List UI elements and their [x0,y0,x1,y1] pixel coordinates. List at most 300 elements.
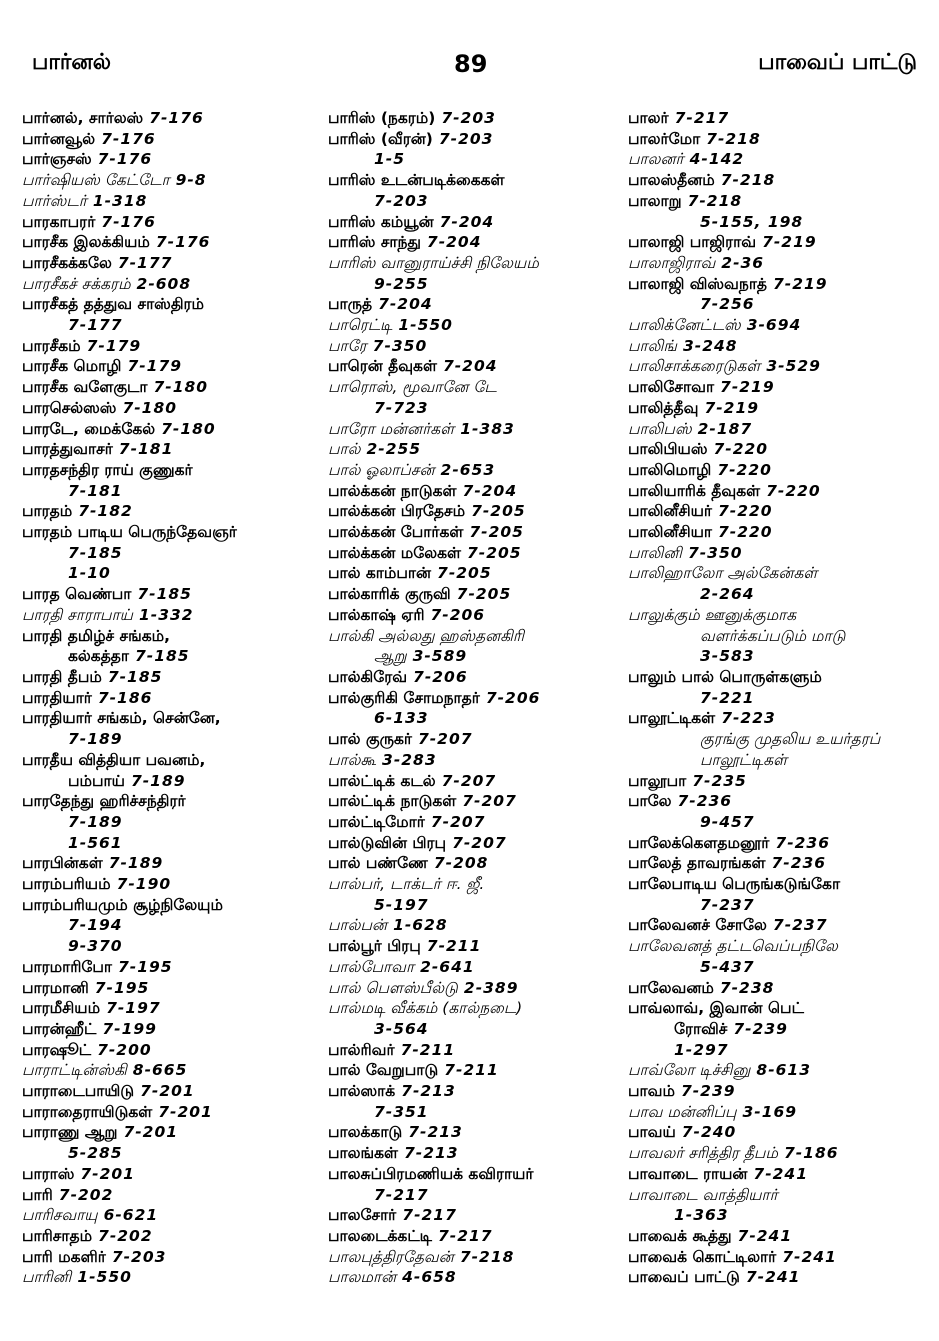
index-entry [328,1122,628,1143]
entry-page-ref: 7-237 [772,916,828,935]
entry-page-ref: 7-208 [433,854,489,873]
entry-term: பாரதீய வித்தியா பவனம், [22,750,206,769]
entry-term: கல்கத்தா [68,647,129,666]
index-entry [22,191,322,212]
entry-term: பாவ மன்னிப்பு [628,1102,737,1121]
index-entry [22,667,322,688]
index-entry [328,253,628,274]
entry-page-ref: 1-383 [460,419,515,438]
entry-term: பாரஷூட் [22,1040,92,1059]
index-entry [628,212,928,233]
entry-page-ref: 7-189 [68,730,123,749]
index-entry [22,398,322,419]
entry-term: பால்ஸாக் [328,1082,396,1101]
entry-term: பாலிக்னேட்டஸ் [628,316,741,335]
index-entry [328,439,628,460]
entry-page-ref: 7-189 [68,812,123,831]
index-entry [22,315,322,336]
index-entry [22,543,322,564]
entry-page-ref: 7-213 [403,1144,459,1163]
entry-term: பால்காரிக் குருவி [328,585,451,604]
entry-page-ref: 6-133 [374,709,429,728]
entry-page-ref: 7-181 [118,440,174,459]
entry-page-ref: 7-201 [140,1082,195,1101]
index-entry [328,584,628,605]
index-entry [328,978,628,999]
index-entry [328,377,628,398]
entry-term: பாரதசந்திர ராய் குணுகர் [22,460,193,479]
entry-term: பாலனர் [628,150,684,169]
entry-page-ref: 7-204 [462,481,518,500]
entry-page-ref: 1-10 [68,564,111,583]
entry-page-ref: 7-207 [441,771,497,790]
index-entry [22,812,322,833]
index-entry [22,294,322,315]
entry-page-ref: 7-176 [101,129,156,148]
entry-term: பாரசீக வளேகுடா [22,378,148,397]
entry-page-ref: 6-621 [103,1206,159,1225]
entry-page-ref: 3-248 [683,336,738,355]
entry-term: பால்கிரேவ் [328,667,408,686]
entry-term: பாரி [22,1185,53,1204]
index-entry [328,895,628,916]
entry-page-ref: 7-351 [374,1102,429,1121]
index-entry [22,336,322,357]
index-entry [22,253,322,274]
index-entry [22,481,322,502]
entry-term: பாலமான் [328,1268,397,1287]
entry-term: பாவய் [628,1123,676,1142]
entry-term: பாரிசவாயு [22,1206,98,1225]
entry-page-ref: 7-207 [417,730,473,749]
entry-term: பாரகாபரர் [22,212,96,231]
entry-page-ref: 7-241 [737,1226,793,1245]
entry-term: பாரமீசியம் [22,999,101,1018]
index-entry [328,212,628,233]
entry-page-ref: 7-180 [122,398,178,417]
entry-term: பாலசுப்பிரமணியக் கவிராயர் [328,1164,534,1183]
index-entry [328,646,628,667]
entry-page-ref: 5-437 [700,957,755,976]
entry-term: பாலாஜிராவ் [628,253,716,272]
index-entry [22,129,322,150]
entry-page-ref: 2-255 [366,440,422,459]
index-entry [328,460,628,481]
entry-term: பாலசோர் [328,1206,397,1225]
entry-term: பாரசீகம் [22,336,81,355]
index-entry [22,1122,322,1143]
index-entry [328,688,628,709]
entry-page-ref: 3-529 [766,357,821,376]
entry-page-ref: 7-204 [439,212,495,231]
entry-term: பாலபுத்திரதேவன் [328,1247,454,1266]
entry-page-ref: 7-205 [456,585,512,604]
entry-page-ref: 7-201 [123,1123,179,1142]
index-entry [328,1164,628,1185]
entry-term: பாலக்காடு [328,1123,403,1142]
entry-term: பாரதியார் சங்கம், சென்னே, [22,709,221,728]
index-entry [628,1060,928,1081]
index-entry [628,708,928,729]
index-entry [628,149,928,170]
index-entry [22,626,322,647]
entry-term: பாலும் பால் பொருள்களும் [628,667,822,686]
entry-term: பாவைக் கூத்து [628,1226,732,1245]
entry-term: பாரதி தீபம் [22,667,102,686]
index-entry [628,481,928,502]
entry-term: பாவைப் பாட்டு [628,1268,740,1287]
index-entry [328,398,628,419]
index-entry [22,688,322,709]
entry-page-ref: 9-457 [700,812,755,831]
entry-page-ref: 7-240 [681,1123,737,1142]
entry-page-ref: 7-211 [426,937,482,956]
entry-page-ref: 7-203 [374,191,429,210]
entry-page-ref: 1-550 [398,316,453,335]
entry-term: பாரம்பரியமும் சூழ்நிலேயும் [22,895,223,914]
entry-term: பால் [328,440,361,459]
index-entry [22,1267,322,1288]
entry-page-ref: 7-211 [400,1040,456,1059]
entry-page-ref: 7-186 [97,688,153,707]
entry-page-ref: 7-202 [58,1185,114,1204]
index-entry [628,936,928,957]
entry-page-ref: 7-189 [130,771,186,790]
entry-term: பாலடைக்கட்டி [328,1226,433,1245]
index-entry [328,108,628,129]
index-entry [328,563,628,584]
index-entry [328,626,628,647]
entry-term: பால்மடி வீக்கம் (கால்நடை) [328,999,523,1018]
index-entry [328,1247,628,1268]
index-entry [628,315,928,336]
index-entry [328,605,628,626]
entry-term: பாலேவனச் சோலே [628,916,767,935]
index-entry [328,419,628,440]
index-entry [328,501,628,522]
entry-term: பாரே [328,336,367,355]
entry-term: பாராட்டின்ஸ்கி [22,1061,127,1080]
entry-page-ref: 7-223 [721,709,776,728]
index-entry [328,149,628,170]
entry-page-ref: 7-723 [374,398,429,417]
entry-page-ref: 7-221 [700,688,755,707]
page-number: 89 [454,50,488,78]
index-entry [22,563,322,584]
index-entry [328,294,628,315]
entry-page-ref: 7-176 [97,150,153,169]
index-entry [328,543,628,564]
entry-term: பார்ஞசஸ் [22,150,92,169]
entry-term: பால்க்கன் நாடுகள் [328,481,457,500]
header-right-guideword: பாவைப் பாட்டு [758,50,917,75]
entry-page-ref: 3-583 [700,647,755,666]
index-entry [328,874,628,895]
index-entry [628,1205,928,1226]
index-entry [22,501,322,522]
index-entry [628,1102,928,1123]
entry-term: பாரத வெண்பா [22,585,132,604]
entry-page-ref: 7-218 [720,171,776,190]
entry-page-ref: 7-238 [719,978,775,997]
entry-term: பால்கி அல்லது ஹஸ்தனகிரி [328,626,525,645]
entry-term: பாவ்லாவ், இவான் பெட் [628,999,804,1018]
entry-term: பாராஸ் [22,1164,75,1183]
entry-term: பார்னவூல் [22,129,96,148]
index-entry [628,771,928,792]
entry-page-ref: 7-189 [108,854,164,873]
entry-term: பாலிங் [628,336,677,355]
entry-page-ref: 7-201 [80,1164,135,1183]
index-entry [628,522,928,543]
entry-term: பாலேவனத் தட்டவெப்பநிலே [628,937,838,956]
index-entry [628,874,928,895]
index-entry [328,1267,628,1288]
index-entry [328,315,628,336]
index-entry [628,336,928,357]
index-entry [628,419,928,440]
entry-term: பாரம்பரியம் [22,875,111,894]
index-entry [628,501,928,522]
index-entry [328,232,628,253]
index-entry [628,915,928,936]
index-entry [22,1185,322,1206]
index-entry [328,1081,628,1102]
entry-term: பாலேபாடிய பெருங்கடுங்கோ [628,875,841,894]
entry-term: பாரினி [22,1268,72,1287]
entry-term: பால்ட்டிமோர் [328,812,425,831]
entry-term: பால் வேறுபாடு [328,1061,439,1080]
entry-term: பாவ்லோ டிச்சினு [628,1061,751,1080]
index-entry [628,274,928,295]
entry-page-ref: 7-180 [153,378,209,397]
index-entry [22,729,322,750]
entry-page-ref: 7-181 [68,481,123,500]
index-entry [628,646,928,667]
entry-term: பாரசீகக்கலே [22,253,112,272]
entry-page-ref: 7-220 [717,502,773,521]
entry-term: பாலினி [628,543,682,562]
entry-term: பாலூட்டிகள் [700,750,788,769]
entry-page-ref: 4-658 [402,1268,457,1287]
entry-term: பால்டுவின் பிரபு [328,833,447,852]
entry-term: பால்கூ [328,750,377,769]
entry-term: பாலுக்கும் ஊனுக்குமாக [628,605,797,624]
entry-term: பாரசெல்ஸஸ் [22,398,117,417]
index-entry [22,833,322,854]
index-entry [628,626,928,647]
entry-page-ref: 1-363 [674,1206,729,1225]
entry-term: பாரதம் [22,502,73,521]
index-entry [628,853,928,874]
entry-page-ref: 7-241 [753,1164,808,1183]
header-left-guideword: பார்னல் [32,50,111,75]
index-entry [628,688,928,709]
index-entry [22,771,322,792]
entry-term: பாரிஸ் கம்யூன் [328,212,434,231]
index-entry [628,398,928,419]
index-entry [328,998,628,1019]
entry-page-ref: 1-561 [68,833,123,852]
entry-page-ref: 7-205 [471,502,526,521]
entry-page-ref: 7-203 [111,1247,167,1266]
index-entry [628,1226,928,1247]
entry-term: பாரிஸ் வானுராய்ச்சி நிலேயம் [328,253,539,272]
index-entry [22,149,322,170]
entry-page-ref: 7-207 [462,792,517,811]
entry-page-ref: 3-564 [374,1019,429,1038]
entry-term: பாரசீகச் சக்கரம் [22,274,131,293]
entry-term: பம்பாய் [68,771,125,790]
index-entry [22,232,322,253]
entry-term: பாரசீக மொழி [22,357,122,376]
index-entry [628,108,928,129]
entry-page-ref: 7-204 [442,357,498,376]
index-entry [22,439,322,460]
entry-term: பாலூபா [628,771,687,790]
entry-term: பாரடே, மைக்கேல் [22,419,156,438]
index-entry [22,853,322,874]
index-entry [628,439,928,460]
entry-term: பால்ட்டிக் கடல் [328,771,436,790]
entry-term: குரங்கு முதலிய உயர்தரப் [700,730,881,749]
entry-page-ref: 7-186 [783,1144,839,1163]
entry-page-ref: 7-177 [117,253,173,272]
entry-term: பாலிபஸ் [628,419,692,438]
index-entry [22,646,322,667]
index-entry [22,957,322,978]
entry-page-ref: 2-653 [440,460,496,479]
index-entry [22,274,322,295]
entry-term: பால்ட்டிக் நாடுகள் [328,792,457,811]
entry-page-ref: 7-176 [155,233,211,252]
entry-page-ref: 7-179 [86,336,142,355]
index-entry [22,1019,322,1040]
index-entry [628,978,928,999]
entry-page-ref: 7-185 [135,647,190,666]
entry-page-ref: 7-220 [717,460,772,479]
entry-term: பாரன்ஹீட் [22,1019,97,1038]
entry-term: பாரசீக இலக்கியம் [22,233,150,252]
index-entry [22,1060,322,1081]
index-entry [628,998,928,1019]
index-entry [328,667,628,688]
entry-page-ref: 7-217 [374,1185,429,1204]
index-entry [628,1122,928,1143]
index-entry [628,460,928,481]
entry-page-ref: 7-219 [720,378,775,397]
index-entry [628,791,928,812]
entry-page-ref: 7-182 [78,502,133,521]
entry-page-ref: 7-213 [408,1123,463,1142]
entry-term: பால்காஷ் ஏரி [328,605,425,624]
entry-page-ref: 7-199 [102,1019,157,1038]
entry-term: பாராடைபாயிடு [22,1082,135,1101]
entry-page-ref: 7-185 [68,543,123,562]
entry-term: பாலினீசியர் [628,502,712,521]
entry-term: பாரென் தீவுகள் [328,357,437,376]
entry-page-ref: 7-180 [161,419,216,438]
entry-term: பாரதேந்து ஹரிச்சந்திரர் [22,792,186,811]
index-entry [628,1040,928,1061]
entry-page-ref: 7-220 [717,523,773,542]
entry-page-ref: 7-220 [766,481,821,500]
entry-term: பாரசீகத் தத்துவ சாஸ்திரம் [22,295,205,314]
entry-term: பால் காம்பான் [328,564,432,583]
entry-term: பாலே [628,792,672,811]
entry-page-ref: 7-241 [745,1268,801,1287]
entry-page-ref: 7-204 [426,233,482,252]
index-entry [328,129,628,150]
entry-term: பாரிசாதம் [22,1226,93,1245]
index-entry [628,543,928,564]
index-entry [22,1164,322,1185]
entry-term: பால்க்கன் போர்கள் [328,523,464,542]
index-entry [22,915,322,936]
index-entry [328,1019,628,1040]
entry-term: பாலேக்கௌதமனூர் [628,833,770,852]
entry-term: பாலாஜி விஸ்வநாத் [628,274,768,293]
entry-term: பால் பண்ணே [328,854,428,873]
entry-term: பால்ரிவர் [328,1040,395,1059]
entry-term: பாலங்கள் [328,1144,398,1163]
entry-page-ref: 7-219 [704,398,760,417]
entry-page-ref: 7-217 [438,1226,493,1245]
entry-term: பாரதி தமிழ்ச் சங்கம், [22,626,170,645]
entry-page-ref: 3-589 [412,647,468,666]
index-column-1 [22,108,322,1288]
entry-page-ref: 7-204 [378,295,433,314]
index-entry [328,853,628,874]
index-entry [328,191,628,212]
index-entry [328,1060,628,1081]
entry-term: பாரிஸ் சாந்து [328,233,421,252]
entry-term: பாருத் [328,295,373,314]
entry-term: பார்னல், சார்லஸ் [22,109,144,127]
index-entry [628,605,928,626]
entry-term: பாரி மகளிர் [22,1247,106,1266]
index-entry [328,915,628,936]
entry-page-ref: 7-185 [107,667,163,686]
entry-term: பாலிமொழி [628,460,712,479]
index-entry [22,791,322,812]
entry-term: பால்பர், டாக்டர் ஈ. ஜீ. [328,875,485,894]
entry-term: பாலாஜி பாஜிராவ் [628,233,757,252]
entry-page-ref: 7-217 [674,109,730,127]
entry-term: பாலர்மோ [628,129,701,148]
index-entry [22,1226,322,1247]
entry-page-ref: 7-200 [97,1040,152,1059]
entry-page-ref: 7-217 [402,1206,457,1225]
entry-term: பால்பூர் பிரபு [328,937,421,956]
entry-term: பாரிஸ் உடன்படிக்கைகள் [328,171,505,190]
entry-page-ref: 7-235 [692,771,747,790]
entry-term: பாலேவனம் [628,978,714,997]
index-entry [628,895,928,916]
index-entry [328,481,628,502]
entry-page-ref: 7-207 [430,812,486,831]
index-entry [328,1143,628,1164]
entry-page-ref: 7-179 [127,357,183,376]
entry-page-ref: 7-206 [413,667,468,686]
index-entry [328,833,628,854]
index-entry [628,563,928,584]
entry-page-ref: 7-350 [687,543,743,562]
entry-page-ref: 1-5 [374,150,406,169]
entry-term: பால்போவா [328,957,415,976]
index-entry [22,874,322,895]
index-entry [328,957,628,978]
